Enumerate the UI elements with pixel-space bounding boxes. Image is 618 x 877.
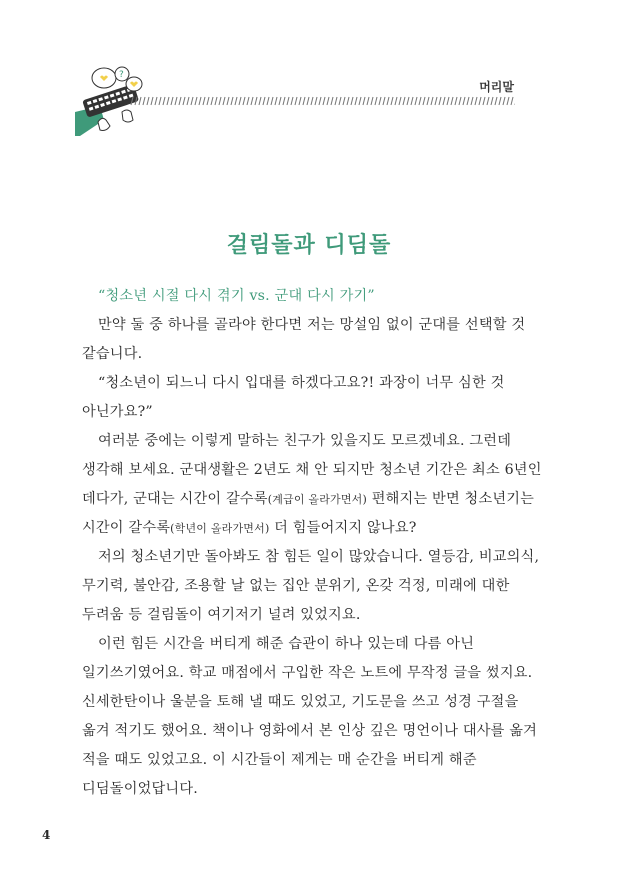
paragraph-text: 여러분 중에는 이렇게 말하는 친구가 있을지도 모르겠네요. 그런데 생각해 보세요. 군대생활은 2년도 채 안 되지만 청소년 기간은 최소 6년인 데다가, 군대는 시간이 갈수록 xyxy=(82,433,542,507)
section-label: 머리말 xyxy=(479,80,514,94)
page-number: 4 xyxy=(42,828,51,842)
paragraph: 저의 청소년기만 돌아봐도 참 힘든 일이 많았습니다. 열등감, 비교의식, 무기력, 불안감, 조용할 날 없는 집안 분위기, 온갖 걱정, 미래에 대한 두려움 등 걸림돌이 여기저기 널려 있었지요. xyxy=(82,549,540,623)
svg-text:?: ? xyxy=(119,70,124,80)
parenthetical-note: (학년이 올라가면서) xyxy=(170,522,270,535)
paragraph: “청소년이 되느니 다시 입대를 하겠다고요?! 과장이 너무 심한 것 아닌가요?” xyxy=(82,375,505,420)
paragraph-text: 편해지는 반면 청소년기는 시간이 갈수록 xyxy=(82,491,535,536)
paragraph xyxy=(82,427,542,543)
body-text xyxy=(82,282,542,804)
chapter-title: 걸림돌과 디딤돌 xyxy=(226,233,392,258)
paragraph: 만약 둘 중 하나를 골라야 한다면 저는 망설임 없이 군대를 선택할 것 같습니다. xyxy=(82,317,526,362)
paragraph: 이런 힘든 시간을 버티게 해준 습관이 하나 있는데 다름 아닌 일기쓰기였어요. 학교 매점에서 구입한 작은 노트에 무작정 글을 썼지요. 신세한탄이나 울분을 토해 낼 때도 있었고, 기도문을 쓰고 성경 구절을 옮겨 적기도 했어요. 책이나 영화에서 본 인상 깊은 명언이나 대사를 옮겨 적을 때도 있었고요. 이 시간들이 제게는 매 순간을 버티게 해준 디딤돌이었답니다. xyxy=(82,636,538,797)
parenthetical-note: (계급이 올라가면서) xyxy=(267,493,367,506)
paragraph-text: 더 힘들어지지 않나요? xyxy=(269,520,417,536)
header-hatched-rule xyxy=(130,96,515,106)
paragraph-quote-heading: “청소년 시절 다시 겪기 vs. 군대 다시 가기” xyxy=(98,288,375,304)
